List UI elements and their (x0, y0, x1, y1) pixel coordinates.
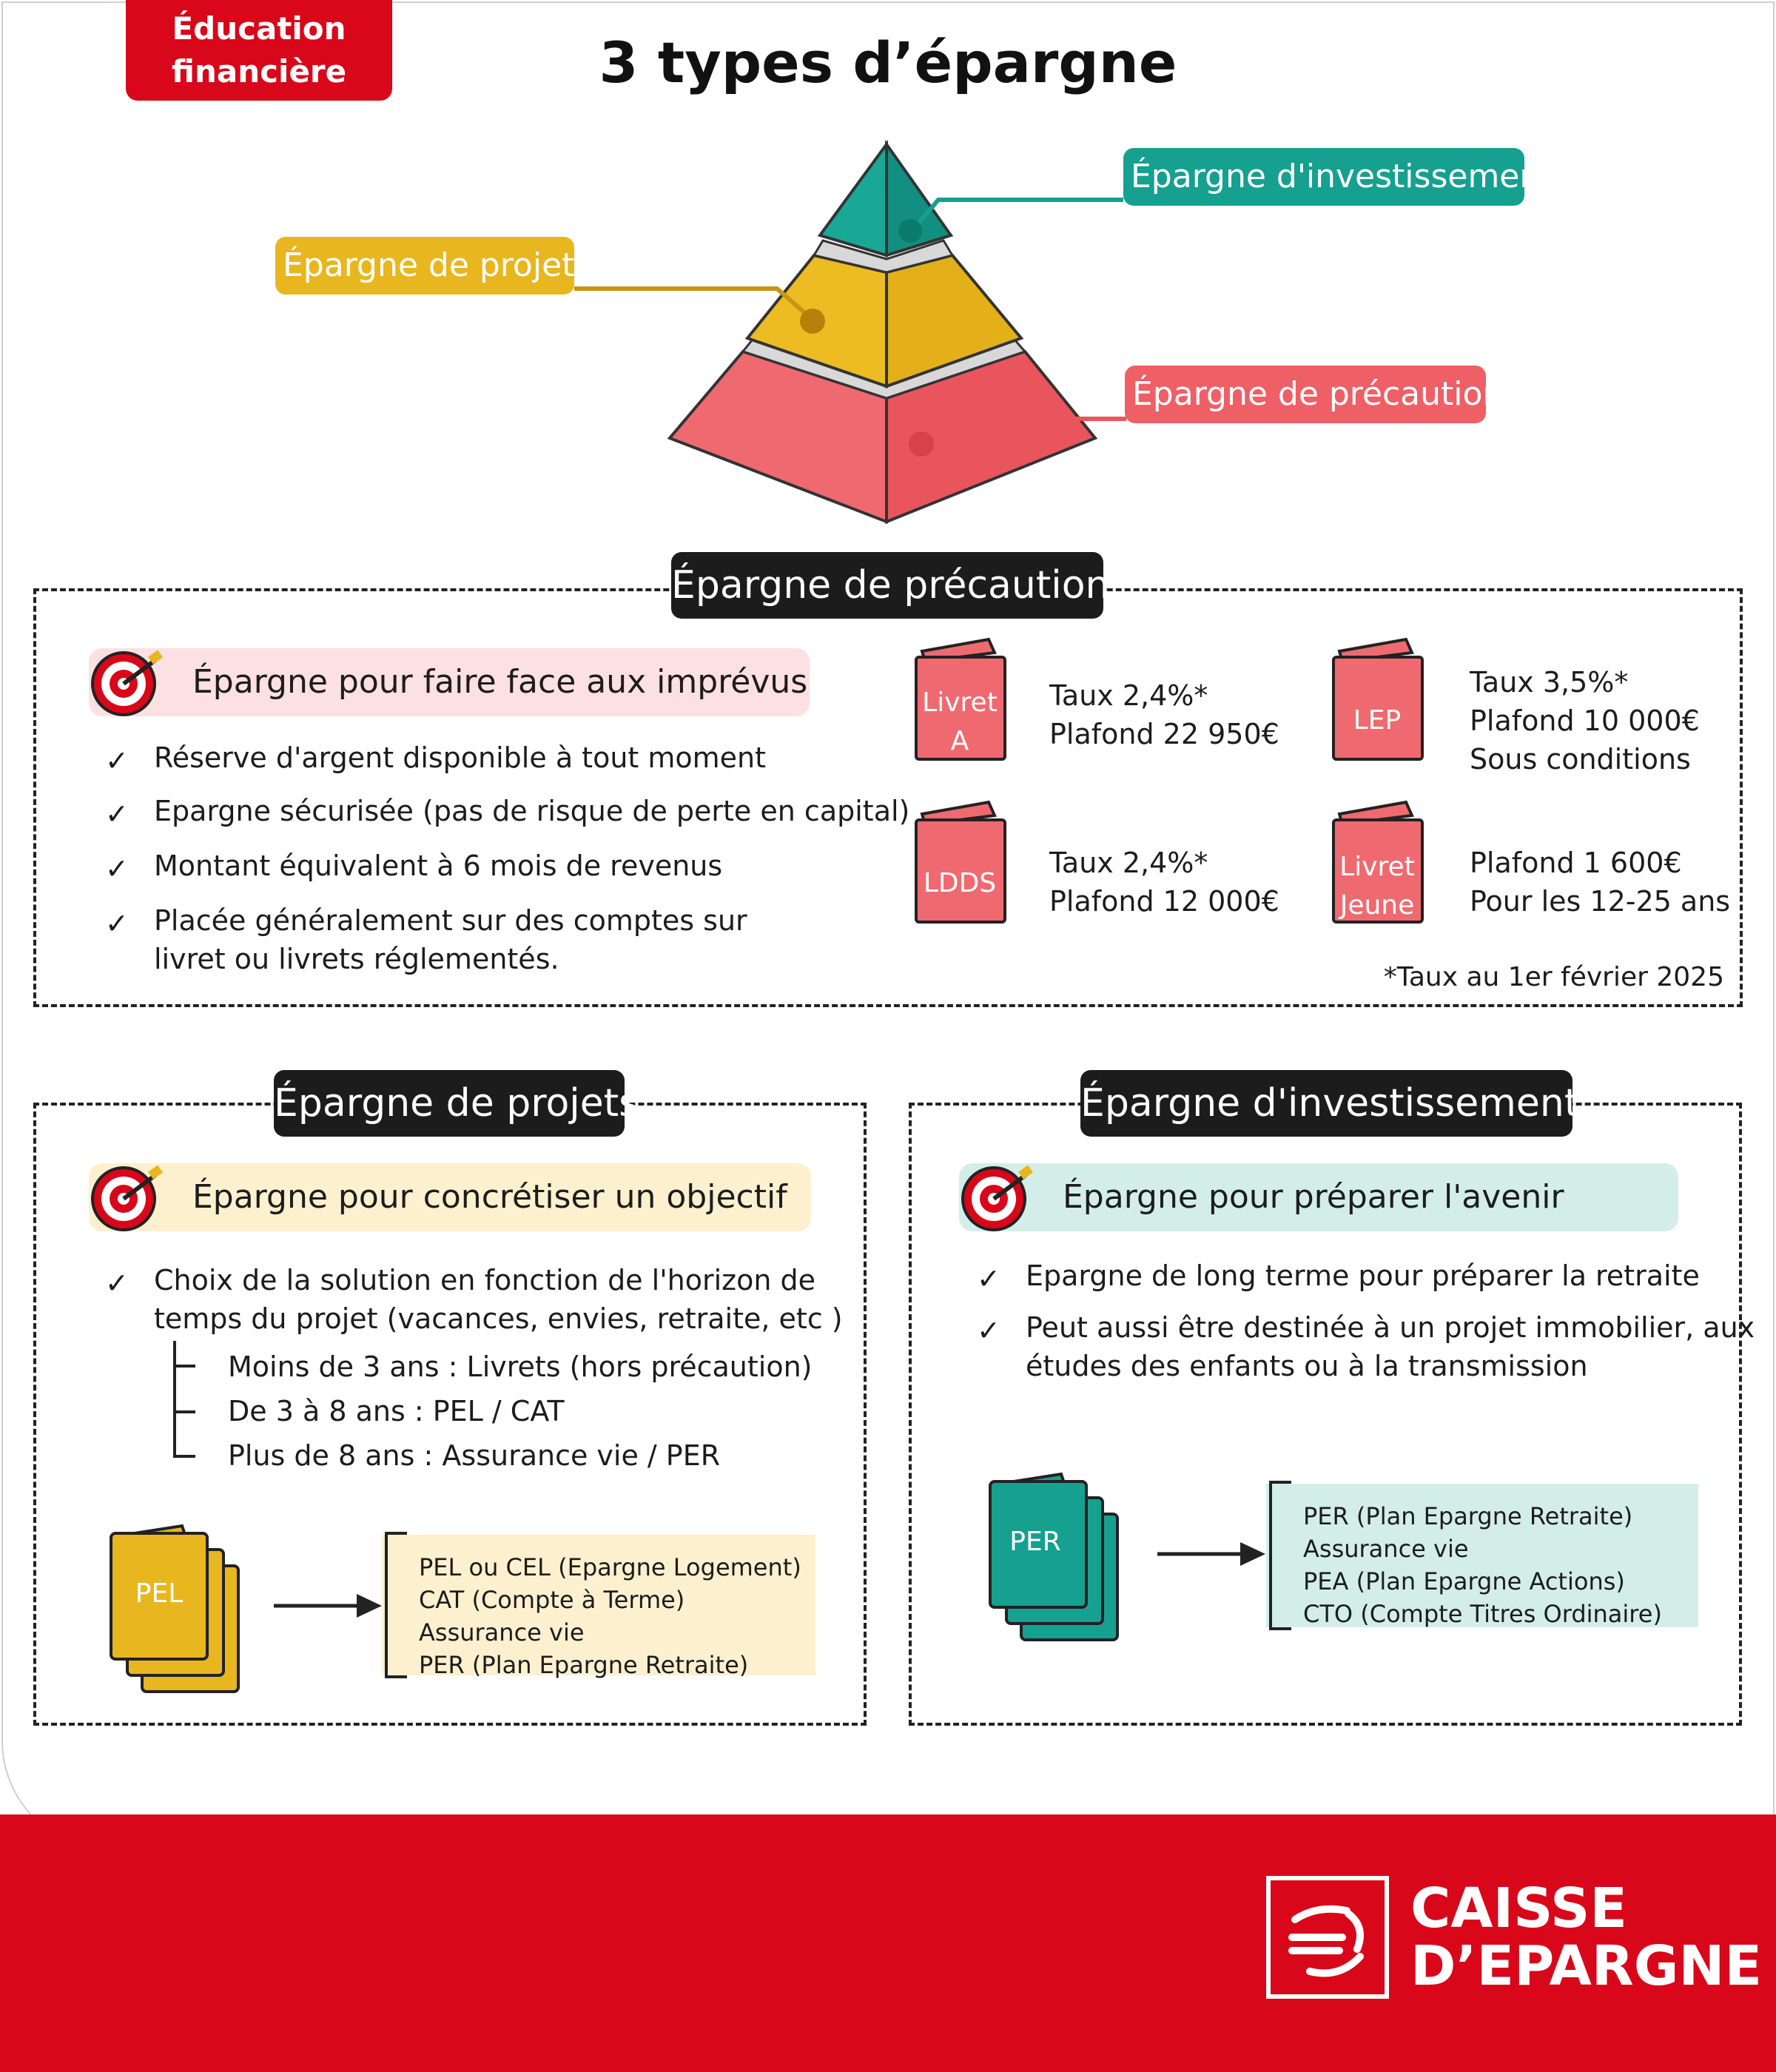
horizon-tree-lines (170, 1341, 200, 1467)
lep-rates: Taux 3,5%* Plafond 10 000€ Sous conditions (1470, 666, 1700, 776)
check-icon: ✓ (105, 1267, 129, 1299)
check-icon: ✓ (105, 744, 129, 777)
investment-subtitle: Épargne pour préparer l'avenir (959, 1163, 1678, 1231)
projects-item: ✓ Choix de la solution en fonction de l'horizon de temps du projet (vacances, envies, retraite, etc ) (105, 1264, 843, 1335)
brand-logo-text: CAISSE D’EPARGNE (1410, 1877, 1763, 1998)
projects-section-title: Épargne de projets (274, 1070, 625, 1137)
badge-line-2: financière (171, 53, 347, 90)
investment-products-box: PER (Plan Epargne Retraite) Assurance vie PEA (Plan Epargne Actions) CTO (Compte Titres Ordinaire) (1266, 1484, 1698, 1627)
pel-label: PEL (135, 1578, 184, 1609)
arrow-right-icon (1157, 1539, 1268, 1569)
projects-subtitle: Épargne pour concrétiser un objectif (89, 1163, 811, 1231)
target-icon (83, 1156, 164, 1237)
connector-bottom-dot (909, 431, 934, 457)
squirrel-logo-icon (1265, 1875, 1390, 1999)
investment-item: ✓ Epargne de long terme pour préparer la retraite (977, 1257, 1700, 1295)
horizon-short: Moins de 3 ans : Livrets (hors précaution) (228, 1350, 813, 1383)
bracket (1266, 1479, 1296, 1632)
livret-a-rates: Taux 2,4%* Plafond 22 950€ (1049, 679, 1279, 750)
lep-book-icon (1329, 636, 1425, 762)
connector-top-dot (898, 219, 922, 243)
investment-item: ✓ Peut aussi être destinée à un projet immobilier, aux études des enfants ou à la transmission (977, 1311, 1755, 1382)
check-icon: ✓ (105, 798, 129, 830)
projects-products-box: PEL ou CEL (Epargne Logement) CAT (Compte à Terme) Assurance vie PER (Plan Epargne Retraite) (382, 1535, 815, 1675)
rate-footnote: *Taux au 1er février 2025 (1383, 962, 1724, 992)
horizon-medium: De 3 à 8 ans : PEL / CAT (228, 1395, 565, 1427)
arrow-right-icon (274, 1591, 385, 1621)
livret-a-label: Livret A (922, 687, 998, 756)
precaution-item: ✓ Placée généralement sur des comptes sur livret ou livrets réglementés. (105, 904, 747, 975)
check-icon: ✓ (105, 852, 129, 885)
check-icon: ✓ (977, 1314, 1000, 1347)
pyramid-top-left (820, 144, 887, 255)
precaution-item: ✓ Montant équivalent à 6 mois de revenus (105, 847, 722, 885)
target-icon (83, 641, 164, 722)
pyramid-label-precaution: Épargne de précaution (1125, 366, 1486, 423)
horizon-long: Plus de 8 ans : Assurance vie / PER (228, 1439, 721, 1472)
precaution-subtitle: Épargne pour faire face aux imprévus (89, 648, 810, 716)
badge-line-1: Éducation (172, 10, 346, 47)
lep-label: LEP (1353, 705, 1402, 736)
page-title: 3 types d’épargne (599, 30, 1177, 95)
ldds-label: LDDS (923, 868, 997, 898)
precaution-item: ✓ Réserve d'argent disponible à tout moment (105, 739, 766, 777)
connector-middle-dot (800, 309, 825, 334)
investment-section-title: Épargne d'investissement (1080, 1070, 1572, 1137)
pyramid-label-projects: Épargne de projets (275, 237, 574, 295)
target-icon (953, 1156, 1035, 1237)
pyramid-label-investment: Épargne d'investissement (1123, 148, 1524, 206)
precaution-item: ✓ Epargne sécurisée (pas de risque de perte en capital) (105, 792, 909, 830)
livret-jeune-rates: Plafond 1 600€ Pour les 12-25 ans (1470, 847, 1731, 918)
livret-jeune-label: Livret Jeune (1339, 852, 1415, 921)
precaution-section-title: Épargne de précaution (671, 552, 1103, 619)
savings-pyramid (0, 0, 1776, 533)
per-label: PER (1009, 1527, 1061, 1557)
check-icon: ✓ (105, 907, 129, 940)
ldds-rates: Taux 2,4%* Plafond 12 000€ (1049, 847, 1279, 918)
check-icon: ✓ (977, 1262, 1000, 1295)
ldds-book-icon (912, 799, 1008, 925)
bracket (382, 1530, 411, 1680)
